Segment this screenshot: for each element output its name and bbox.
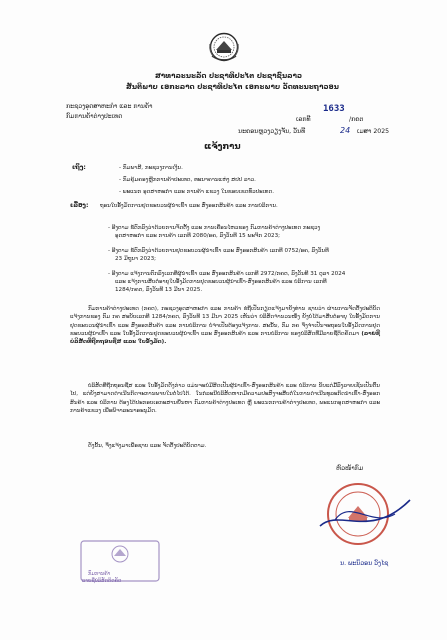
body-paragraph-2: ບໍລິສັດທີ່ຖືກຖອນຊື່ສ ແລະ ໃບອັ້ງມັດດັ່ງກ່າວ ແມ່ນຈະບໍ່ມີສິດເປັນຜູ້ນຳເຂົ້າ-ສົ່ງອອກສິນຄ້າ ແລະ ບໍລິການ ນັບແຕ່ມື້ລົງລາຍເຊັນເປັນຕົ້ນໄປ, ແຕ່ຍັງສາມາດດຳເນີນກິດຈະການພາຍໃນຕໍ່ໄປໄດ້. ໃນກໍລະນີບໍລິສັດຫາກມີຄວາມປະສົງຈະສືບຕໍ່ໃນການດຳເນີນທຸລະກິດນຳເຂົ້າ-ສົ່ງອອກສິນຄ້າ ແລະ ບໍລິການ ຕ້ອງໄດ້ປະກອບເອກະສານຍື່ນຫາ ກົມການຄ້າຕ່າງປະເທດ ຫຼື ພະແນກການຄ້າຕ່າງປະເທດ, ພະແນກອຸດສາຫະກຳ ແລະ ການຄ້າແຂວງ ເພື່ອພິຈາລະນາອະນຸມັດ. — [70, 383, 380, 414]
left-stamp-line2: ລາຍຊື່ບໍລິສັດຕິດຄັດ — [82, 578, 122, 584]
reference-line: 23 ມິຖຸນາ 2023; — [115, 256, 157, 262]
number-label: ເລກທີ — [296, 116, 311, 123]
recipient-item: - ພະແນກ ອຸດສາຫະກຳ ແລະ ການຄ້າ ແຂວງ ໃນຂອບເຂດທົ່ວປະເທດ. — [119, 189, 274, 195]
document-title: ແຈ້ງການ — [204, 142, 241, 152]
reference-line: - ອີງຕາມ ຂໍ້ຕົກລົງວ່າດ້ວຍການຢຸດຂະບວນຜູ້ນຳເຂົ້າ ແລະ ສົ່ງອອກສິນຄ້າ ເລກທີ 0752/ອຄ, ລົງວັນທີ — [108, 248, 329, 254]
official-seal-icon — [300, 478, 420, 552]
reference-line: 1284/ກຄຕ, ລົງວັນທີ 13 ມີນາ 2025. — [115, 287, 203, 293]
recipients-label: ເຖິງ: — [72, 164, 86, 171]
reference-line: ອຸດສາຫະກຳ ແລະ ການຄ້າ ເລກທີ 2080/ອຄ, ລົງວັນທີ 15 ພະຈິກ 2023; — [115, 233, 281, 239]
place-date-prefix: ນະຄອນຫຼວງວຽງຈັນ, ວັນທີ — [238, 128, 306, 135]
lao-emblem-icon — [206, 32, 242, 64]
body-paragraph-1-emphasis: (ລາຍຊື່ບໍລິສັດທີ່ຖືກຖອນຊື່ສ ແລະ ໃບອັ້ງມັດ). — [70, 330, 381, 346]
signatory-name: ນ. ພະນິວອນ ວົງໄຊ — [340, 560, 389, 567]
body-paragraph-1-text: ກົມການຄ້າຕ່າງປະເທດ (ກຄຕ), ກະຊວງອຸດສາຫະກຳ ແລະ ການຄ້າ ຂໍຖືເປັນກຽດແຈ້ງມາຍັງທ່ານ ຊາບວ່າ ຜ່ານການຈັດຕັ້ງປະຕິບັດແຈ້ງການຂອງ ກົມ ກຄ ສະບັບເລກທີ 1284/ກຄຕ, ລົງວັນທີ 13 ມີນາ 2025 ເຫັນວ່າ ບໍລິສັດຈຳນວນໜຶ່ງ ຍັງບໍ່ໄດ້ມາສືບຕໍ່ອາຍຸ ໃບອັ້ງມັດການຢຸດຂະບວນຜູ້ນຳເຂົ້າ ແລະ ສົ່ງອອກສິນຄ້າ ແລະ ການບໍລິການ ບໍ່ຈຳເປັນຕ້ອງແຈ້ງການ. ສະນັ້ນ, ກົມ ກຄ ຈິ່ງຈຳເປັນຈະຖອນໃບອັ້ງມັດການຢຸດຂະບວນຜູ້ນຳເຂົ້າ ແລະ ໃບອັ້ງມັດການຢຸດຂະບວນຜູ້ນຳເຂົ້າ ແລະ ສົ່ງອອກສິນຄ້າ ແລະ ການບໍລິການ ຂອງບໍລິສັດທີ່ມີລາຍຊື່ຕິດຄັດມາ — [70, 306, 380, 337]
body-paragraph-1 — [70, 305, 380, 346]
recipient-item: - ກົມພາສີ, ກະຊວງການເງິນ. — [119, 165, 183, 171]
left-stamp-line1: ກົມການຄ້າ — [88, 571, 111, 577]
body-paragraph-3: ດັ່ງນັ້ນ, ຈຶ່ງແຈ້ງມາເພື່ອຊາບ ແລະ ຈັດຕັ້ງປະຕິບັດຕາມ. — [88, 443, 207, 449]
reference-line: - ອີງຕາມ ແຈ້ງການຕົກລົງເລກທີ່ຜູ້ນຳເຂົ້າ ແລະ ສົ່ງອອກສິນຄ້າ ເລກທີ 2972/ກຄຕ, ລົງວັນທີ 31 ຕຸລາ 2024 — [108, 271, 346, 277]
date-day: 24 — [340, 126, 351, 135]
department-name: ກົມການຄ້າຕ່າງປະເທດ — [66, 113, 123, 120]
number-suffix: /ກຄຕ — [349, 116, 364, 123]
recipient-item: - ກົມຄຸ້ມຄອງຫຼີກການຄ້າປະເທດ, ທະນາຄານແຫ່ງ ສປປ ລາວ. — [119, 177, 256, 183]
reference-line: - ອີງຕາມ ຂໍ້ຕົກລົງວ່າດ້ວຍການຈັດຕັ້ງ ແລະ ການເຄື່ອນໄຫວຂອງ ກົມການຄ້າຕ່າງປະເທດ ກະຊວງ — [108, 225, 321, 231]
reference-line: ແລະ ແຈ້ງການສືບຕໍ່ອາຍຸໃບອັ້ງມັດການຢຸດຂະບວນຜູ້ນຳເຂົ້າ-ສົ່ງອອກສິນຄ້າ ແລະ ບໍລິການ ເລກທີ — [115, 279, 327, 285]
header-motto: ສັນຕິພາບ ເອກະລາດ ປະຊາທິປະໄຕ ເອກະພາບ ວັດທະນະຖາວອນ — [126, 83, 339, 91]
subject-label: ເລື່ອງ: — [70, 202, 89, 209]
subject-text: ຖອນໃບອັ້ງມັດການຢຸດຂະບວນຜູ້ນຳເຂົ້າ ແລະ ສົ່ງອອກສິນຄ້າ ແລະ ການບໍລິການ. — [100, 203, 278, 209]
signatory-position: ຫົວໜ້າກົມ — [336, 465, 364, 472]
date-month-year: ເມສາ 2025 — [357, 128, 390, 135]
number-value: 1633 — [323, 104, 345, 114]
header-republic: ສາທາລະນະລັດ ປະຊາທິປະໄຕ ປະຊາຊົນລາວ — [155, 72, 303, 80]
ministry-name: ກະຊວງອຸດສາຫະກຳ ແລະ ການຄ້າ — [66, 103, 153, 110]
